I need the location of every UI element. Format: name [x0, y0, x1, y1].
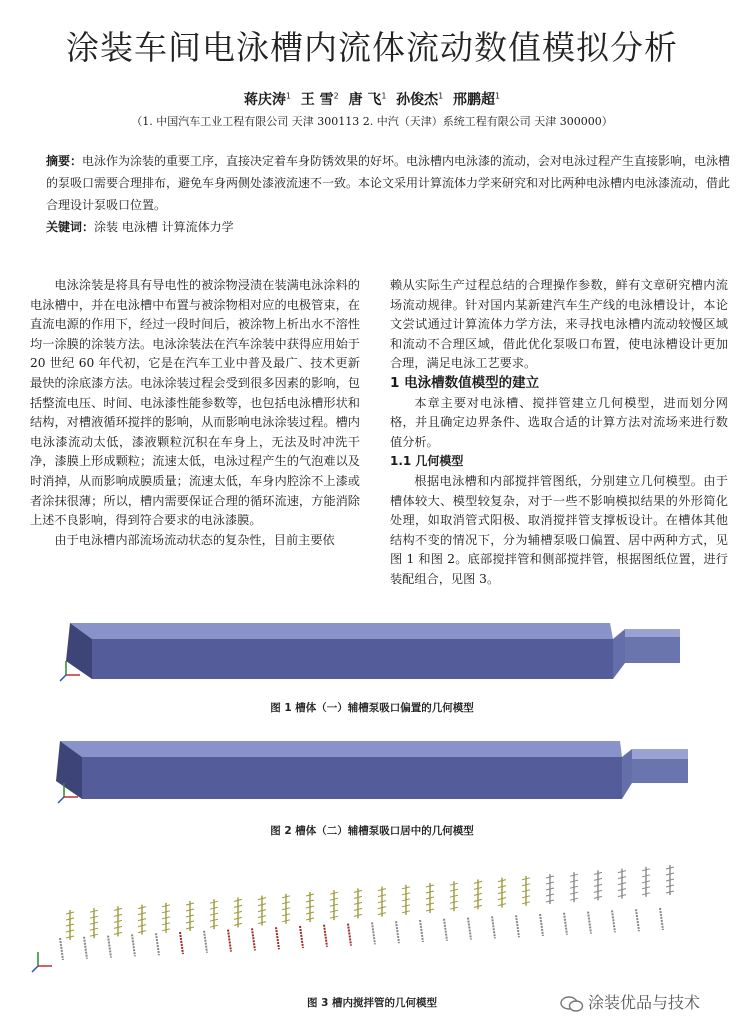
body-paragraph: 本章主要对电泳槽、搅拌管建立几何模型，进而划分网格，并且确定边界条件、选取合适的计算方法对流场来进行数值分析。 — [390, 395, 728, 449]
figure-2-tank-centered — [30, 733, 730, 813]
auxiliary-tank-top — [632, 749, 688, 759]
stirring-pipe-group — [396, 885, 410, 943]
author-name: 唐 飞 — [348, 92, 382, 108]
stirring-pipe-group — [276, 894, 290, 949]
body-paragraph: 根据电泳槽和内部搅拌管图纸，分别建立几何模型。由于槽体较大、模型较复杂，对于一些不影响模拟结果的外形简化处理，如取消管式阳极、取消搅拌管支撑板设计。在槽体其他结构不变的情况下，分为辅槽泵吸口偏置、居中两种方式，见图 1 和图 2。底部搅拌管和侧部搅拌管，根据图纸位置，进行装配组合，见图 3。 — [390, 473, 728, 586]
figure-1-caption: 图 1 槽体（一）辅槽泵吸口偏置的几何模型 — [270, 702, 474, 714]
author-affil-mark: 2 — [333, 91, 339, 101]
stirring-pipe-group — [420, 883, 434, 942]
stirring-pipe-group — [540, 874, 554, 936]
paper-title: 涂装车间电泳槽内流体流动数值模拟分析 — [66, 28, 678, 67]
author-name: 王 雪 — [300, 92, 334, 108]
author-affil-mark: 1 — [495, 91, 501, 101]
tank-top-face — [60, 741, 622, 757]
keywords-label: 关键词： — [46, 220, 95, 234]
author-affil-mark: 1 — [285, 91, 291, 101]
figure-1-tank-offset — [30, 615, 730, 690]
affiliation: （1. 中国汽车工业工程有限公司 天津 300113 2. 中汽（天津）系统工程有限公司 天津 300000） — [131, 115, 613, 128]
tank-step — [622, 749, 632, 799]
abstract-text: 电泳作为涂装的重要工序，直接决定着车身防锈效果的好坏。电泳槽内电泳漆的流动，会对电泳过程产生直接影响，电泳槽的泵吸口需要合理排布，避免车身两侧处漆液流速不一致。本论文采用计算流体力学来研究和对比两种电泳槽内电泳漆流动，借此合理设计泵吸口位置。 — [46, 154, 731, 212]
tank-front-face — [92, 639, 613, 679]
stirring-pipe-group — [372, 887, 386, 945]
stirring-pipe-group — [636, 867, 650, 931]
stirring-pipe-group — [204, 899, 218, 953]
left-column — [30, 276, 360, 550]
body-paragraph: 电泳涂装是将具有导电性的被涂物浸渍在装满电泳涂料的电泳槽中，并在电泳槽中布置与被涂物相对应的电极管束，在直流电源的作用下，经过一段时间后，被涂物上析出水不溶性均一涂膜的涂装方法。电泳涂装法在汽车涂装中获得应用始于 20 世纪 60 年代初，它是在汽车工业中普及最广、技术更新最快的涂底漆方法。电泳涂装过程会受到很多因素的影响，包括整流电压、时间、电泳漆性能参数等，也包括电泳槽形状和结构，对槽液循环搅拌的影响，从而影响电泳涂装过程。槽内电泳漆流动太低，漆液颗粒沉积在车身上，无法及时冲洗干净，漆膜上形成颗粒；流速太低，电泳过程产生的气泡难以及时消掉，从而影响成膜质量；流速太低，车身内腔涂不上漆或者涂抹很薄；所以，槽内需要保证合理的循环流速，方能消除上述不良影响，得到符合要求的电泳漆膜。 — [30, 278, 360, 528]
keywords-text: 涂装 电泳槽 计算流体力学 — [94, 220, 234, 234]
stirring-pipe-group — [468, 879, 482, 939]
stirring-pipe-group — [564, 872, 578, 935]
section-heading: 1 电泳槽数值模型的建立 — [390, 374, 540, 391]
stirring-pipe-group — [516, 876, 530, 937]
author-name: 邢鹏超 — [453, 92, 496, 108]
abstract-label: 摘要： — [46, 154, 83, 168]
axis-triad-icon — [32, 952, 52, 972]
stirring-pipe-group — [132, 905, 146, 957]
author-affil-mark: 1 — [381, 91, 387, 101]
stirring-pipe-group — [300, 892, 314, 948]
abstract — [46, 150, 732, 216]
stirring-pipe-group — [156, 903, 170, 955]
tank-step — [613, 629, 625, 679]
wechat-icon — [560, 995, 584, 1013]
tank-top-face — [70, 623, 613, 639]
stirring-pipe-group — [612, 869, 626, 933]
watermark — [560, 990, 740, 1016]
stirring-pipe-group — [84, 908, 98, 959]
stirring-pipe-group — [444, 881, 458, 941]
right-column — [390, 276, 728, 590]
body-paragraph: 赖从实际生产过程总结的合理操作参数，鲜有文章研究槽内流场流动规律。针对国内某新建汽车生产线的电泳槽设计，本论文尝试通过计算流体力学方法，来寻找电泳槽内流动较慢区域和流动不合理区域，借此优化泵吸口布置，使电泳槽设计更加合理，满足电泳工艺要求。 — [390, 278, 728, 371]
tank-front-face — [82, 757, 622, 799]
keywords — [46, 216, 732, 238]
auxiliary-tank — [625, 637, 680, 663]
stirring-pipe-group — [252, 896, 266, 951]
author-name: 蒋庆涛 — [243, 92, 286, 108]
figure-2-caption: 图 2 槽体（二）辅槽泵吸口居中的几何模型 — [270, 825, 474, 837]
stirring-pipe-group — [348, 888, 362, 945]
subsection-heading: 1.1 几何模型 — [390, 454, 464, 469]
figure-3-stirring-pipes — [30, 858, 730, 983]
stirring-pipe-group — [228, 897, 242, 951]
watermark-text: 涂装优品与技术 — [588, 993, 701, 1012]
author-list — [0, 89, 744, 109]
stirring-pipe-group — [60, 910, 74, 960]
stirring-pipe-group — [492, 878, 506, 939]
stirring-pipe-group — [588, 870, 602, 933]
auxiliary-tank — [632, 759, 688, 783]
body-paragraph: 由于电泳槽内部流场流动状态的复杂性，目前主要依 — [54, 532, 335, 547]
stirring-pipe-group — [324, 890, 338, 947]
figure-3-caption: 图 3 槽内搅拌管的几何模型 — [306, 997, 438, 1009]
stirring-pipe-group — [660, 865, 674, 930]
stirring-pipe-group — [180, 901, 194, 954]
stirring-pipe-group — [108, 906, 122, 957]
author-affil-mark: 1 — [438, 91, 444, 101]
auxiliary-tank-top — [625, 629, 680, 637]
author-name: 孙俊杰 — [396, 92, 439, 108]
